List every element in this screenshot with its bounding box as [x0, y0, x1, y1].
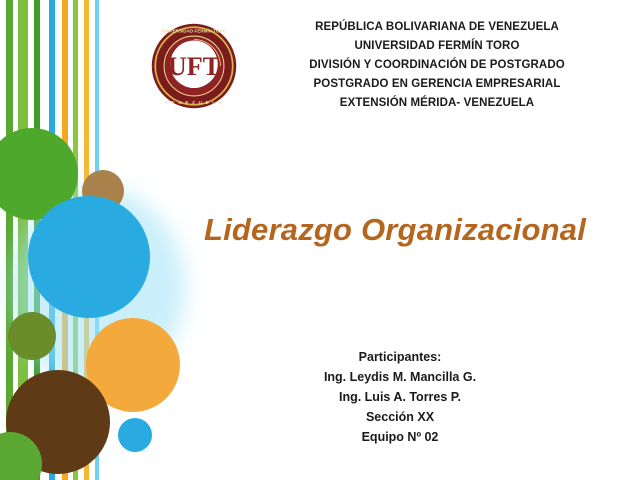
- header-line-3: DIVISIÓN Y COORDINACIÓN DE POSTGRADO: [309, 59, 565, 71]
- header-line-4: POSTGRADO EN GERENCIA EMPRESARIAL: [313, 78, 561, 90]
- circle-olive: [8, 312, 56, 360]
- circle-cyan-large: [28, 196, 150, 318]
- section-label: Sección XX: [365, 410, 435, 424]
- svg-text:UFT: UFT: [167, 50, 221, 81]
- header-line-1: REPÚBLICA BOLIVARIANA DE VENEZUELA: [315, 21, 559, 33]
- universidad-fermin-toro-seal-icon: [150, 22, 238, 110]
- participants-label: Participantes:: [358, 350, 442, 364]
- svg-text:UNIVERSIDAD FERMÍN TORO: UNIVERSIDAD FERMÍN TORO: [161, 28, 227, 34]
- header: [150, 18, 630, 113]
- participants-block: [200, 347, 600, 447]
- circle-cyan-small: [118, 418, 152, 452]
- header-line-5: EXTENSIÓN MÉRIDA- VENEZUELA: [339, 97, 535, 109]
- team-number-label: Equipo Nº 02: [361, 430, 439, 444]
- header-line-2: UNIVERSIDAD FERMÍN TORO: [354, 40, 520, 52]
- header-institution-text: [238, 18, 630, 113]
- participant-name-2: Ing. Luis A. Torres P.: [338, 390, 461, 404]
- page-title: Liderazgo Organizacional: [203, 212, 587, 247]
- svg-text:V E N E Z U E L A: V E N E Z U E L A: [164, 99, 224, 105]
- participant-name-1: Ing. Leydis M. Mancilla G.: [323, 370, 477, 384]
